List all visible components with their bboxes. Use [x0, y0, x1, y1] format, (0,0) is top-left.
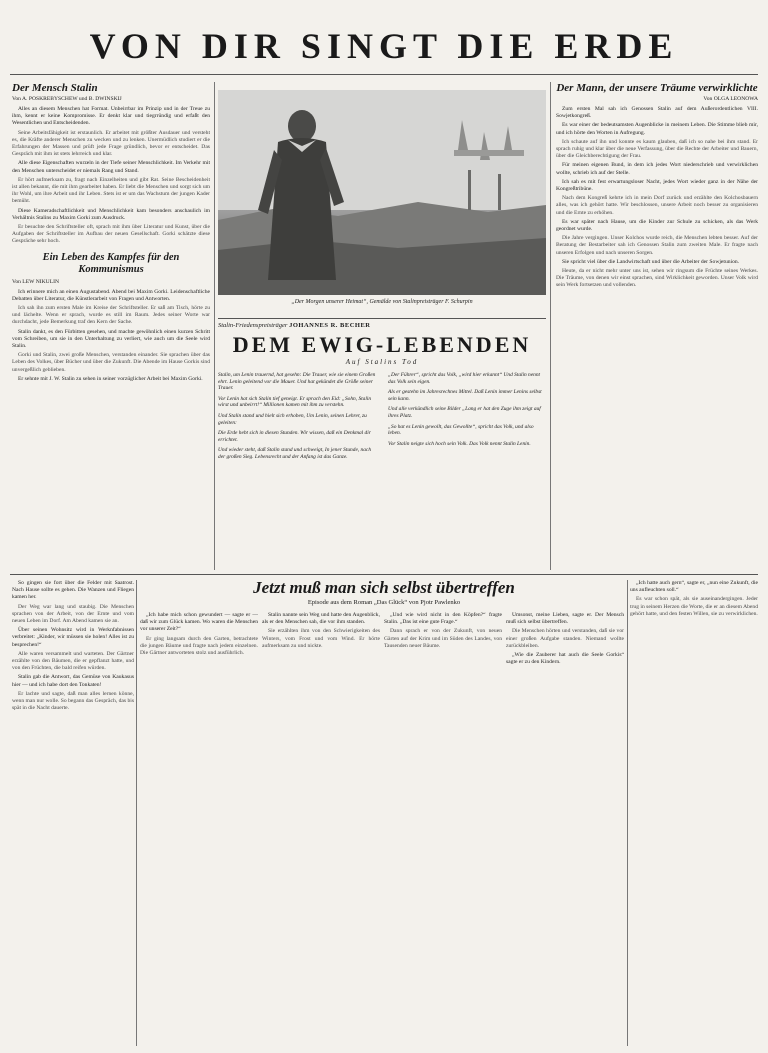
poem-divider [218, 318, 546, 319]
novel-paragraph: „Ich habe mich schon gewundert — sagte er — daß wir zum Glück kamen. Wo waren die Menschen vor unserer Zeit?“ [140, 612, 258, 633]
novel-subtitle: Episode aus dem Roman „Das Glück“ von Pjotr Pawlenko [307, 599, 461, 606]
novel-paragraph: Dann sprach er von der Zukunft, von neuen Gärten auf der Krim und im Süden des Landes, von Tausenden neuer Bäume. [384, 628, 502, 649]
poem-body [218, 372, 546, 572]
poem-stanza: Und wieder steht, daß Stalin stand und schweigt, In jener Stunde, nach der großen Sieg. Lebensrecht und der Anfang ist das Ganze. [218, 447, 372, 460]
left-article-paragraph: Er hört aufmerksam zu, fragt nach Einzelheiten und gibt Rat. Seine Bescheidenheit ist allen bekannt, die mit ihm gearbeitet haben. Er liebt die Menschen und sorgt sich um ihr Wohl, um ihre Arbeit und ihr Leben. Stets ist er um das Wachstum der jungen Kader bemüht. [12, 176, 210, 205]
right-article-paragraph: Sie spricht viel über die Landwirtschaft und über die Arbeiter der Sowjetunion. [562, 258, 740, 265]
left-article-paragraph: Diese Kameradschaftlichkeit und Menschlichkeit kam besonders anschaulich im Verhältnis Stalins zu Maxim Gorki zum Ausdruck. [12, 207, 210, 221]
column-divider [627, 580, 628, 1046]
novel-paragraph: „Und wie wird nicht in den Köpfen?“ fragte Stalin. „Das ist eine gute Frage.“ [384, 612, 502, 626]
poem-stanza: „So hat es Lenin gewollt, das Gewollte“, spricht das Volk, und also leben. [388, 423, 534, 437]
bottom-left-column [12, 580, 134, 1046]
right-article-paragraph: Für meinen eigenen Bund, in dem ich jedes Wort niederschrieb und verwirklichen wollte, schrieb ich auf der Stelle. [556, 162, 758, 176]
right-article-paragraph: Es war einer der bedeutsamsten Augenblicke in meinem Leben. Die Stimme blieb mir, und ich hörte den Worten in Aufregung. [556, 122, 758, 136]
left-article-title: Der Mensch Stalin [12, 82, 98, 94]
poem-column-left [218, 372, 376, 465]
poem-column-right [388, 372, 546, 451]
left-subarticle-paragraph: Stalin dankt, es den Fürbitten gesehen, und machte gewöhnlich einen kurzen Schritt vom Schreiben, um sie in den Unterhaltung zu verliert, wie auch um die Seele wird Stalin. [12, 328, 210, 350]
novel-column-1 [140, 612, 258, 1046]
left-subarticle-paragraph: Gorki und Stalin, zwei große Menschen, verstanden einander. Sie sprachen über das Leben des Volkes, über Bücher und über die Zukunft. Die Abende im Hause Gorkis sind unvergeßlich geblieben. [12, 352, 210, 373]
novel-paragraph: Stalin nannte sein Weg und hatte den Augenblick, als er den Menschen sah, die vor ihm standen. [262, 612, 380, 626]
left-article-paragraph: Alle diese Eigenschaften wurzeln in der Tiefe seiner Menschlichkeit. Im Verkehr mit den Menschen unterscheidet er niemals Rang und Stand. [12, 160, 210, 174]
novel-column-5 [630, 580, 758, 1046]
poem-stanza: Und alle verkündlich seine Bilder „Lang er hat den Zuge ihm zeigt auf ihres Platz. [388, 406, 541, 419]
left-article [12, 82, 210, 570]
story-paragraph: Der Weg war lang und staubig. Die Menschen sprachen von der Arbeit, von der Ernte und vom neuen Leben im Dorf. Am Abend kamen sie an. [12, 603, 134, 625]
right-article [556, 82, 758, 570]
painting-caption: „Der Morgen unserer Heimat“, Gemälde von Stalinpreisträger F. Schurpin [291, 299, 473, 305]
novel-paragraph: „Wie die Zauberer hat auch die Seele Gorkis“ sagte er zu den Kindern. [506, 652, 624, 666]
left-article-byline: Von A. POSKREBYSCHEW und B. DWINSKIJ [12, 96, 122, 102]
column-divider [550, 82, 551, 570]
novel-paragraph: „Ich hatte auch gern“, sagte er, „nun eine Zukunft, die uns aufleuchten soll.“ [630, 580, 758, 594]
poem-stanza: Vor Stalin neigte sich hoch sein Volk. Das Volk nennt Stalin Lenin. [388, 440, 531, 447]
poem-author: JOHANNES R. BECHER [289, 322, 371, 329]
story-paragraph: Über seinen Wohnsitz wird in Werknfabnissen verbreitet: „Kinder, wir müssen sie holen! Alles ist zu besprechen!“ [12, 627, 134, 648]
right-article-paragraph: Nach dem Kongreß kehrte ich in mein Dorf zurück und erzählte den Kolchosbauern alles, was ich gehört hatte. Wir beschlossen, unsere Arbeit noch besser zu organisieren und die Ernte zu erhöhen. [556, 195, 758, 216]
story-paragraph: Stalin gab die Antwort, das Gemüse von Kaukasus hier — und ich habe dort den Tonkaten! [12, 674, 134, 688]
right-article-paragraph: Ich sah es mit fest erwartungsloser Nacht, jedes Wort wieder ganz in der Nähe der Kongreßtribüne. [556, 178, 758, 193]
novel-paragraph: Es war schon spät, als sie auseinandergingen. Jeder trug in seinem Herzen die Worte, die er an diesem Abend gehört hatte, und den festen Willen, sie zu verwirklichen. [630, 596, 758, 617]
left-article-paragraph: Er besuchte den Schriftsteller oft, sprach mit ihm über Literatur und Kunst, über die Aufgaben der Schriftsteller im Aufbau der neuen Gesellschaft. Gorki schätzte diese Gespräche sehr hoch. [12, 224, 210, 245]
novel-title: Jetzt muß man sich selbst übertreffen [253, 578, 515, 597]
novel-column-3 [384, 612, 502, 1046]
left-article-paragraph: Alles an diesem Menschen hat Format. Unbeirrbar im Prinzip und in der Treue zu ihm, kennt er keine Kompromisse. Er denkt klar und tiegrründig und erfaßt den Wesentlichen und Entscheidenden. [12, 106, 210, 127]
story-paragraph: So gingen sie fort über die Felder mit Saatrost. Nach Hause sollte es gehen. Die Wanzen und Fliegen kamen her. [12, 580, 134, 601]
poem-stanza: Als er gestehn im Jahresrechnes Mittel. Daß Lenin immer Lenins selbst sein kann. [388, 389, 542, 402]
left-subarticle-paragraph: Er sehnte mit J. W. Stalin zu sehen in seiner vorzüglicher Arbeit bei Maxim Gorki. [18, 375, 203, 382]
story-paragraph: Er lachte und sagte, daß man alles lernen könne, wenn man nur wolle. So begann das Gespräch, das bis spät in die Nacht dauerte. [12, 690, 134, 712]
left-subarticle-byline: Von LEW NIKULIN [12, 278, 60, 285]
right-article-paragraph: Heute, da er nicht mehr unter uns ist, sehen wir ringsum die Früchte seines Werkes. Die Träume, von denen wir einst sprachen, sind Wirklichkeit geworden. Unser Volk wird sein Werk fortsetzen und vollenden. [556, 268, 758, 289]
novel-paragraph: Sie erzählten ihm von den Schwierigkeiten des Winters, vom Frost und vom Wind. Er hörte aufmerksam zu und nickte. [262, 628, 380, 649]
novel-column-4 [506, 612, 624, 1046]
novel-column-2 [262, 612, 380, 1046]
poem-title: DEM EWIG-LEBENDEN [232, 332, 532, 357]
poem-stanza: „Der Führer“, spricht das Volk, „wird hier erkannt“ Und Stalin nennt das Volk sein eigen. [388, 372, 541, 385]
painting-illustration [218, 90, 546, 295]
poem-stanza: Die Erde hebt sich in diesen Stunden. Wir wissen, daß ein Denkmal dir errichtet. [218, 430, 371, 443]
poem-prize-line [218, 322, 546, 329]
right-article-paragraph: Die Jahre vergingen. Unser Kolchos wurde reich, die Menschen lebten besser. Auf der Beratung der Bestarbeiter sah ich Genossen Stalin zum zweiten Male. Er fragte nach unseren Erfolgen und nach unseren Sorgen. [556, 235, 758, 256]
novel-paragraph: Umsonst, meine Lieben, sagte er. Der Mensch muß sich selbst übertreffen. [506, 612, 624, 626]
page-title: VON DIR SINGT DIE ERDE [89, 26, 679, 66]
column-divider [136, 580, 137, 1046]
novel-paragraph: Die Menschen hörten und verstanden, daß sie vor einer großen Aufgabe standen. Niemand wollte zurückbleiben. [506, 628, 624, 649]
left-subarticle-paragraph: Ich erinnere mich an einen Augustabend. Abend bei Maxim Gorki. Leidenschaftliche Debatten über Literatur, die Künstlerarbeit von Fragen und Antworten. [12, 288, 210, 302]
story-paragraph: Alle waren versammelt und warteten. Der Gärtner erzählte von den Bäumen, die er gepflanzt hatte, und von den Früchten, die bald reifen würden. [12, 650, 134, 672]
left-subarticle-title: Ein Leben des Kampfes für den Kommunismus [42, 251, 180, 275]
left-subarticle-paragraph: Ich sah ihn zum ersten Male im Kreise der Schriftsteller. Er saß am Tisch, hörte zu und lächelte. Wenn er sprach, wurde es still im Raum. Jedes seiner Worte war durchdacht, jede Bemerkung traf den Kern der Sache. [12, 305, 210, 326]
title-divider [10, 74, 758, 75]
right-article-paragraph: Ich schaute auf ihn und konnte es kaum glauben, daß ich so nahe bei ihm stand. Er sprach ruhig und klar über die neue Verfassung, über die Rechte der Arbeiter und Bauern, über die Gleichberechtigung der Frau. [556, 138, 758, 160]
poem-subtitle: Auf Stalins Tod [345, 358, 419, 366]
left-article-paragraph: Seine Arbeitsfähigkeit ist erstaunlich. Er arbeitet mit größter Ausdauer und versteht es, die Kräfte anderer Menschen zu wecken und zu lenken. Unermüdlich studiert er die Erfahrungen der Massen und prüft jede Frage gründlich, bevor er entscheidet. Das Gespräch mit ihm ist stets lehrreich und klar. [12, 129, 210, 158]
column-divider [214, 82, 215, 570]
painting-photo [218, 90, 546, 295]
right-article-byline: Von OLGA LEONOWA [703, 96, 758, 102]
right-article-paragraph: Zum ersten Mal sah ich Genossen Stalin auf dem Außerordentlichen VIII. Sowjetkongreß. [556, 106, 758, 120]
novel-paragraph: Er ging langsam durch den Garten, betrachtete die jungen Bäume und fragte nach jedem einzelnen. Die Gärtner antworteten stolz und ausführlich. [140, 635, 258, 657]
poem-stanza: Stalin, um Lenin trauernd, hat gesehn: Die Trauer, wie sie einem Großen ehrt. Lenin geleitend vor die Mauer. Und hat gekündet die Größe seiner Trauer. [218, 372, 376, 392]
poem-stanza: Und Stalin stand und hielt sich erhoben, Um Lenin, seinen Lehrer, zu geleiten: [218, 412, 367, 426]
right-article-paragraph: Es war später nach Hause, um die Kinder zur Schule zu schicken, als das Werk geordnet wurde. [556, 218, 758, 233]
poem-prize-label: Stalin-Friedenspreisträger [218, 322, 288, 329]
poem-stanza: Vor Lenin hat sich Stalin tief geneigt. Er sprach den Eid: „Sohn, Stalin wirst und unbeirrt!“ Millionen kamen mit ihm zu verstehn. [218, 395, 372, 409]
section-divider [10, 574, 758, 575]
right-article-title: Der Mann, der unsere Träume verwirklichte [556, 82, 758, 94]
